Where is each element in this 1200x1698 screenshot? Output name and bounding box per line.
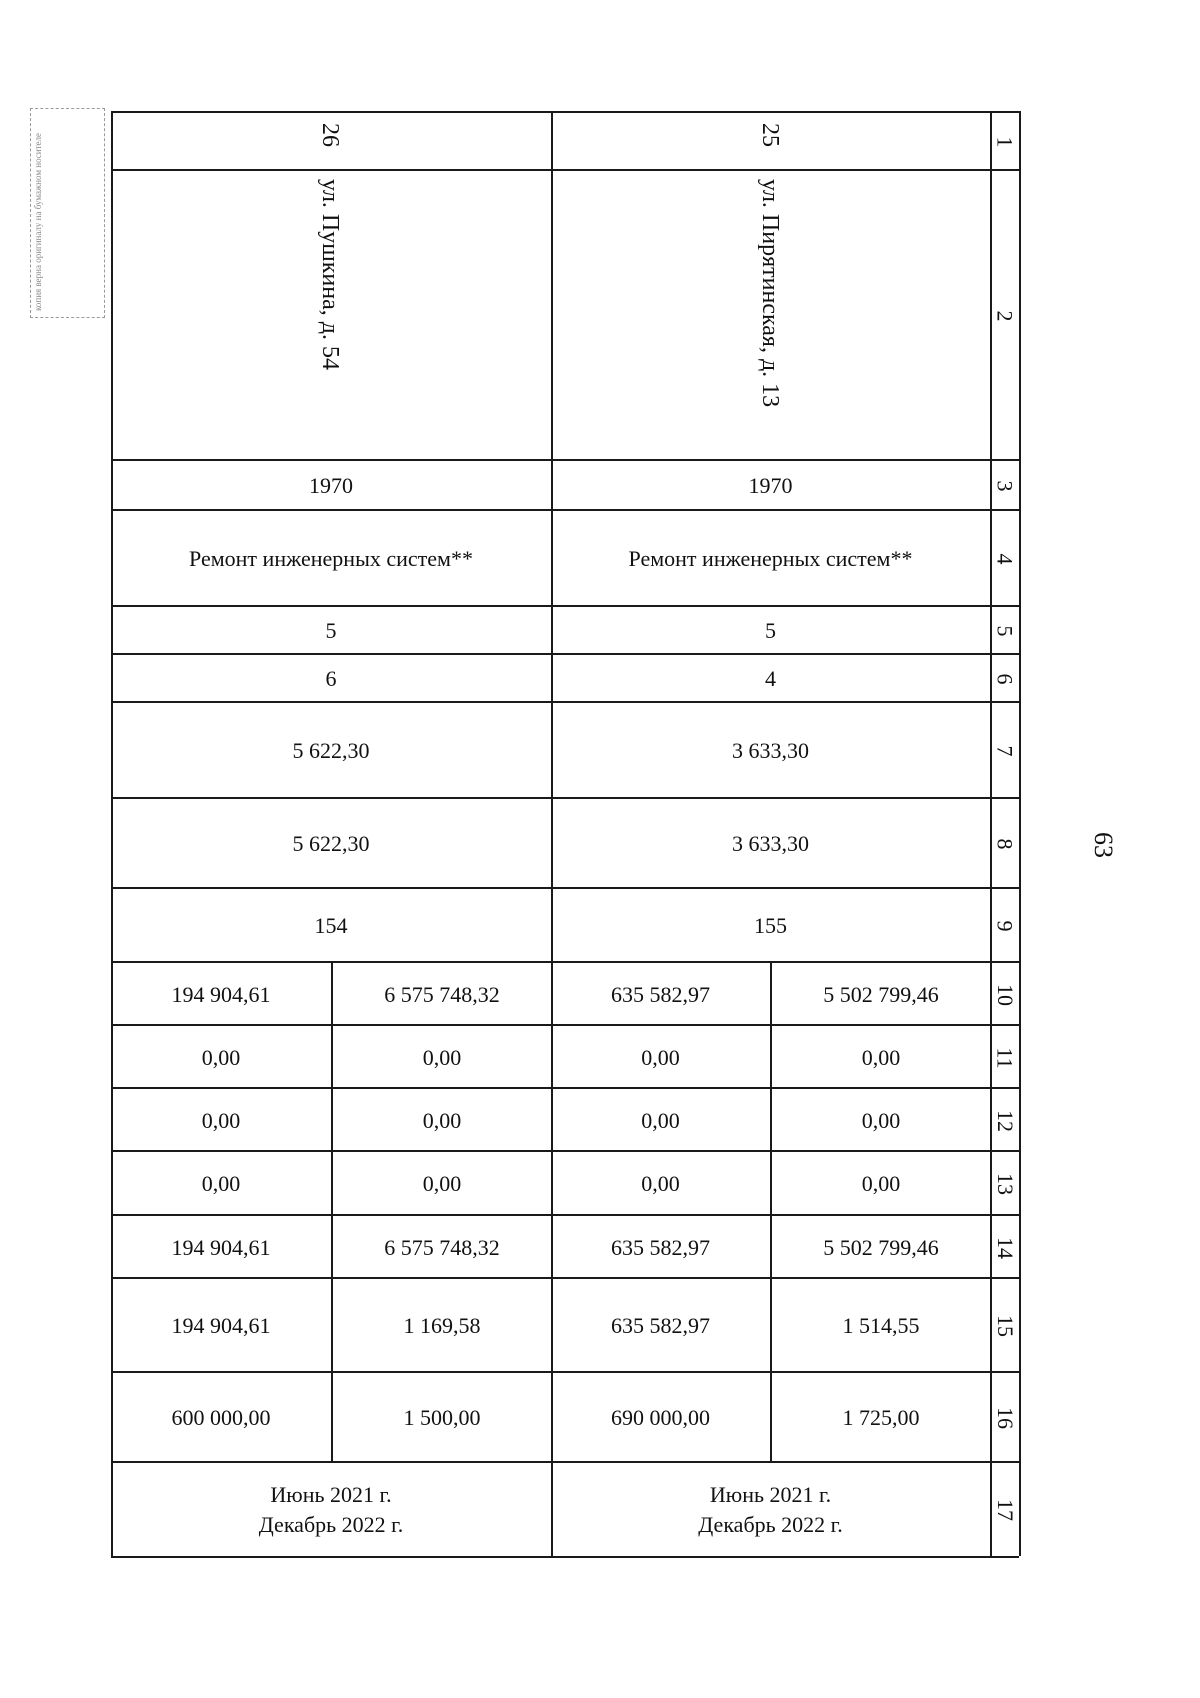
page-number: 63 <box>1089 832 1118 858</box>
r12-b1: 0,00 <box>641 1107 680 1133</box>
table-row-5 <box>111 605 1019 655</box>
table-row-4 <box>111 509 1019 607</box>
r14-a1: 194 904,61 <box>171 1234 271 1260</box>
period-b <box>551 1463 990 1556</box>
table-row-9 <box>111 887 1019 963</box>
r13-b2: 0,00 <box>770 1152 990 1216</box>
table-frame-right <box>1019 111 1021 1556</box>
r13-a2: 0,00 <box>331 1152 551 1216</box>
table-row-13 <box>111 1150 1019 1216</box>
r12-a1: 0,00 <box>201 1107 241 1133</box>
r15-b1: 635 582,97 <box>611 1313 710 1338</box>
column-number: 1 <box>992 136 1018 148</box>
r15-a1: 194 904,61 <box>171 1313 271 1338</box>
column-number: 3 <box>992 480 1018 492</box>
column-number: 11 <box>992 1046 1018 1069</box>
cell-index-a <box>111 113 551 171</box>
address-b: ул. Пирятинская, д. 13 <box>757 179 783 408</box>
entrances-b: 4 <box>765 666 776 691</box>
column-number: 2 <box>992 310 1018 322</box>
table-row-15 <box>111 1277 1019 1373</box>
table-row-1 <box>111 111 1019 171</box>
r10-b2: 5 502 799,46 <box>770 963 990 1026</box>
table-row-10 <box>111 961 1019 1026</box>
area-total-b: 3 633,30 <box>732 738 809 763</box>
table-row-14 <box>111 1214 1019 1279</box>
r11-a1: 0,00 <box>201 1044 241 1070</box>
r13-b1: 0,00 <box>641 1171 680 1196</box>
cell-address-a <box>111 171 551 461</box>
column-number: 10 <box>992 983 1018 1006</box>
floors-a: 5 <box>325 618 337 643</box>
r10-b1: 635 582,97 <box>611 981 710 1007</box>
r15-a2: 1 169,58 <box>331 1279 551 1373</box>
r11-b1: 0,00 <box>641 1044 680 1070</box>
period-a <box>111 1463 551 1556</box>
table-row-3 <box>111 459 1019 511</box>
period-start-b: Июнь 2021 г. <box>709 1481 832 1507</box>
area-living-b: 3 633,30 <box>732 831 809 856</box>
table-row-8 <box>111 797 1019 889</box>
table-row-2 <box>111 169 1019 461</box>
work-type-b: Ремонт инженерных систем** <box>628 546 913 571</box>
building-index-b: 25 <box>757 123 783 147</box>
certification-stamp <box>30 108 105 318</box>
r15-b2: 1 514,55 <box>770 1279 990 1373</box>
area-living-a: 5 622,30 <box>292 831 370 856</box>
r14-b2: 5 502 799,46 <box>770 1216 990 1279</box>
column-number: 13 <box>992 1173 1018 1195</box>
r10-a2: 6 575 748,32 <box>331 963 551 1026</box>
address-a: ул. Пушкина, д. 54 <box>317 179 343 370</box>
column-number: 8 <box>992 838 1018 850</box>
r12-b2: 0,00 <box>770 1089 990 1152</box>
stamp-text: копия верна оригиналу на бумажном носителе <box>33 132 43 311</box>
area-total-a: 5 622,30 <box>292 738 370 763</box>
r12-a2: 0,00 <box>331 1089 551 1152</box>
r13-a1: 0,00 <box>201 1171 241 1196</box>
table-row-12 <box>111 1087 1019 1152</box>
floors-b: 5 <box>765 618 776 643</box>
column-number: 16 <box>992 1407 1018 1429</box>
period-end-b: Декабрь 2022 г. <box>698 1511 843 1537</box>
table-row-11 <box>111 1024 1019 1089</box>
r14-a2: 6 575 748,32 <box>331 1216 551 1279</box>
r11-a2: 0,00 <box>331 1026 551 1089</box>
r11-b2: 0,00 <box>770 1026 990 1089</box>
table-row-6 <box>111 653 1019 703</box>
residents-b: 155 <box>754 913 787 938</box>
column-number: 15 <box>992 1315 1018 1337</box>
column-number: 12 <box>992 1109 1018 1132</box>
r16-b2: 1 725,00 <box>770 1373 990 1463</box>
column-number: 17 <box>992 1498 1018 1521</box>
r10-a1: 194 904,61 <box>171 981 271 1007</box>
column-number: 9 <box>992 920 1018 932</box>
column-number: 14 <box>992 1236 1018 1259</box>
table-row-16 <box>111 1371 1019 1463</box>
work-type-a: Ремонт инженерных систем** <box>189 546 473 571</box>
cell-address-b <box>551 171 990 461</box>
column-number: 4 <box>992 553 1018 565</box>
r16-a2: 1 500,00 <box>331 1373 551 1463</box>
year-b: 1970 <box>748 473 793 498</box>
r14-b1: 635 582,97 <box>611 1234 710 1260</box>
period-end-a: Декабрь 2022 г. <box>258 1511 404 1537</box>
table-row-7 <box>111 701 1019 799</box>
year-a: 1970 <box>309 473 353 498</box>
building-index-a: 26 <box>317 123 343 147</box>
r16-b1: 690 000,00 <box>611 1405 710 1430</box>
period-start-a: Июнь 2021 г. <box>270 1481 392 1507</box>
residents-a: 154 <box>314 913 348 938</box>
cell-index-b <box>551 113 990 171</box>
column-number: 6 <box>992 673 1018 685</box>
r16-a1: 600 000,00 <box>171 1405 271 1430</box>
entrances-a: 6 <box>325 666 337 691</box>
column-number: 5 <box>992 625 1018 637</box>
column-number: 7 <box>992 745 1018 757</box>
table-row-17 <box>111 1461 1019 1558</box>
